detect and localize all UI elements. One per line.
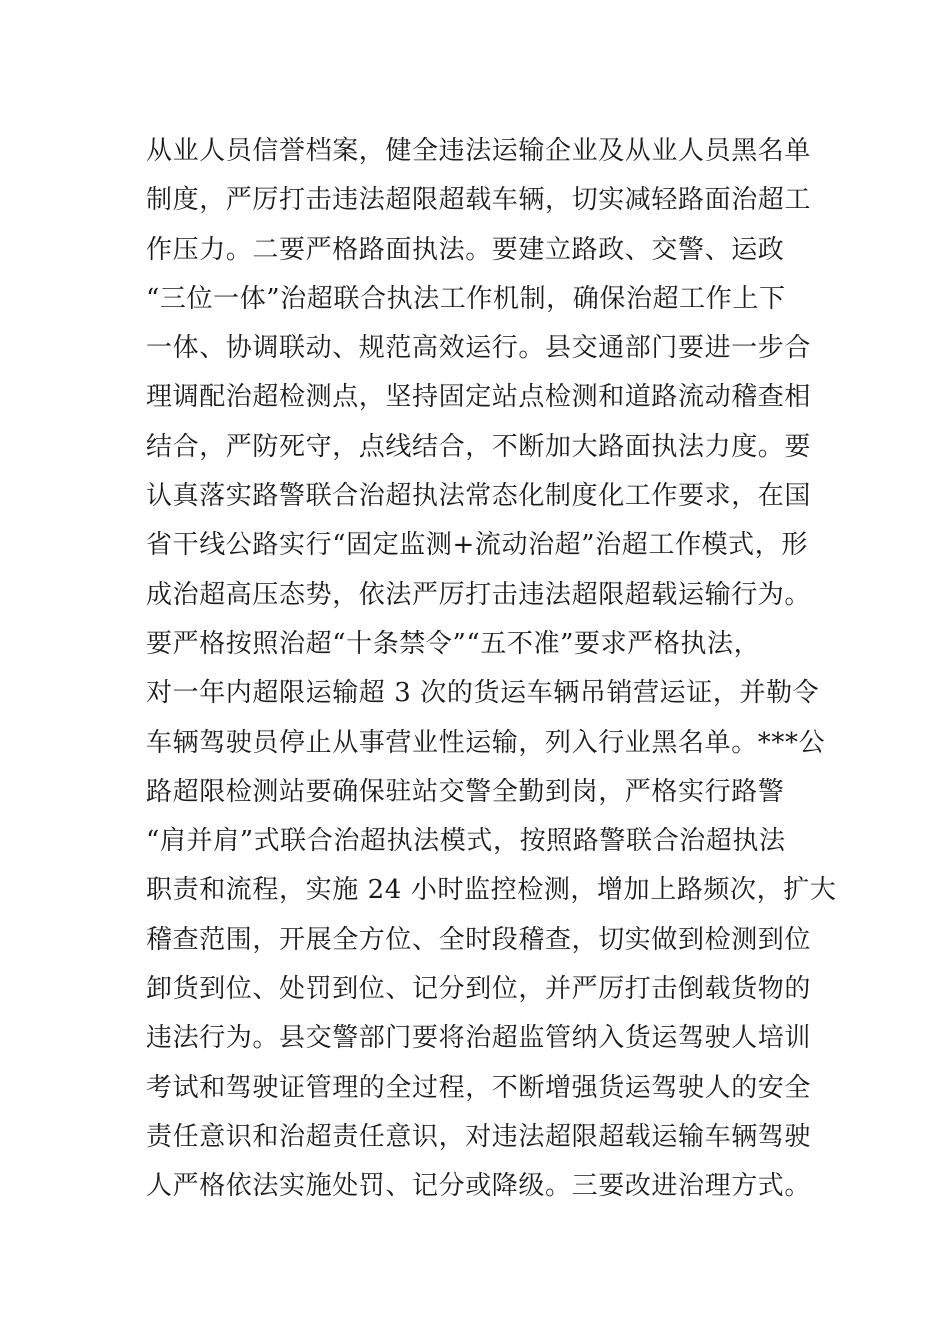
text-line-16: 职责和流程，实施 24 小时监控检测，增加上路频次，扩大 — [146, 875, 837, 906]
text-line-15: “肩并肩”式联合治超执法模式，按照路警联合治超执法 — [146, 826, 786, 857]
text-line-6: 理调配治超检测点，坚持固定站点检测和道路流动稽查相 — [146, 382, 812, 413]
text-line-19: 违法行为。县交警部门要将治超监管纳入货运驾驶人培训 — [146, 1023, 812, 1054]
text-line-17: 稽查范围，开展全方位、全时段稽查，切实做到检测到位 — [146, 924, 812, 955]
text-line-20: 考试和驾驶证管理的全过程，不断增强货运驾驶人的安全 — [146, 1072, 812, 1103]
text-line-2: 制度，严厉打击违法超限超载车辆，切实减轻路面治超工 — [146, 185, 812, 216]
text-line-14: 路超限检测站要确保驻站交警全勤到岗，严格实行路警 — [146, 776, 785, 807]
text-line-10: 成治超高压态势，依法严厉打击违法超限超载运输行为。 — [146, 579, 812, 610]
text-line-8: 认真落实路警联合治超执法常态化制度化工作要求，在国 — [146, 481, 812, 512]
text-line-11: 要严格按照治超“十条禁令”“五不准”要求严格执法， — [146, 628, 761, 659]
text-line-18: 卸货到位、处罚到位、记分到位，并严厉打击倒载货物的 — [146, 974, 812, 1005]
text-line-9: 省干线公路实行“固定监测+流动治超”治超工作模式，形 — [146, 530, 808, 561]
text-line-7: 结合，严防死守，点线结合，不断加大路面执法力度。要 — [146, 431, 812, 462]
text-line-4: “三位一体”治超联合执法工作机制，确保治超工作上下 — [146, 283, 786, 314]
text-line-12: 对一年内超限运输超 3 次的货运车辆吊销营运证，并勒令 — [146, 678, 820, 709]
text-line-21: 责任意识和治超责任意识，对违法超限超载运输车辆驾驶 — [146, 1121, 812, 1152]
text-line-1: 从业人员信誉档案，健全违法运输企业及从业人员黑名单 — [146, 136, 812, 166]
body-text — [146, 127, 837, 1212]
text-line-3: 作压力。二要严格路面执法。要建立路政、交警、运政 — [146, 234, 785, 265]
text-line-5: 一体、协调联动、规范高效运行。县交通部门要进一步合 — [146, 333, 812, 364]
text-line-13: 车辆驾驶员停止从事营业性运输，列入行业黑名单。***公 — [146, 727, 826, 758]
text-line-22: 人严格依法实施处罚、记分或降级。三要改进治理方式。 — [146, 1171, 812, 1202]
